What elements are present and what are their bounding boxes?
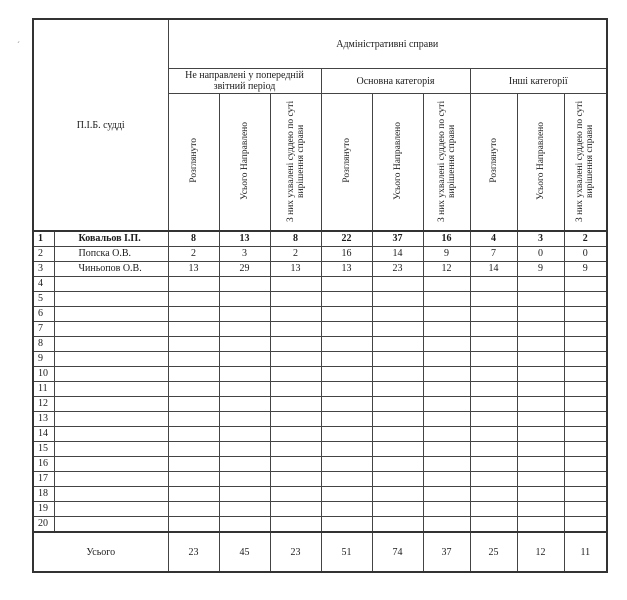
- value-cell: [168, 322, 219, 337]
- row-number: 6: [33, 307, 54, 322]
- judge-name: [54, 292, 168, 307]
- table-row: [33, 277, 607, 292]
- value-cell: [517, 367, 564, 382]
- total-row: [33, 532, 607, 572]
- col-header-label: Усього Направлено: [535, 121, 546, 200]
- value-cell: [470, 412, 517, 427]
- judge-name: [54, 367, 168, 382]
- col-header: [470, 94, 517, 232]
- value-cell: [168, 277, 219, 292]
- value-cell: [470, 277, 517, 292]
- value-cell: [517, 292, 564, 307]
- table-row: [33, 427, 607, 442]
- total-cell: 51: [321, 532, 372, 572]
- table-row: [33, 231, 607, 247]
- value-cell: [423, 457, 470, 472]
- row-number: 1: [33, 231, 54, 247]
- value-cell: 9: [517, 262, 564, 277]
- row-number: 14: [33, 427, 54, 442]
- col-header: [423, 94, 470, 232]
- judge-name: [54, 307, 168, 322]
- value-cell: [219, 397, 270, 412]
- value-cell: [270, 442, 321, 457]
- value-cell: 13: [270, 262, 321, 277]
- group-header-main: Основна категорія: [321, 69, 470, 94]
- value-cell: 16: [423, 231, 470, 247]
- value-cell: [372, 487, 423, 502]
- row-number: 8: [33, 337, 54, 352]
- value-cell: [321, 322, 372, 337]
- value-cell: [168, 427, 219, 442]
- value-cell: [321, 337, 372, 352]
- table-row: [33, 397, 607, 412]
- value-cell: [321, 397, 372, 412]
- value-cell: 9: [423, 247, 470, 262]
- total-cell: 25: [470, 532, 517, 572]
- value-cell: [321, 487, 372, 502]
- value-cell: [372, 457, 423, 472]
- value-cell: [168, 307, 219, 322]
- table-row: [33, 487, 607, 502]
- value-cell: [219, 277, 270, 292]
- value-cell: [470, 442, 517, 457]
- value-cell: 3: [219, 247, 270, 262]
- col-header: [270, 94, 321, 232]
- value-cell: [470, 487, 517, 502]
- value-cell: [372, 442, 423, 457]
- value-cell: [423, 517, 470, 533]
- value-cell: 2: [564, 231, 607, 247]
- value-cell: [219, 517, 270, 533]
- value-cell: [219, 502, 270, 517]
- row-number: 12: [33, 397, 54, 412]
- value-cell: [517, 337, 564, 352]
- value-cell: [372, 322, 423, 337]
- value-cell: 23: [372, 262, 423, 277]
- value-cell: [564, 307, 607, 322]
- value-cell: [270, 472, 321, 487]
- value-cell: [517, 472, 564, 487]
- value-cell: [372, 472, 423, 487]
- judge-name: [54, 412, 168, 427]
- col-header-label: Усього Направлено: [392, 121, 403, 200]
- value-cell: [270, 277, 321, 292]
- value-cell: [470, 292, 517, 307]
- value-cell: [372, 412, 423, 427]
- value-cell: [517, 412, 564, 427]
- value-cell: [219, 442, 270, 457]
- value-cell: [270, 322, 321, 337]
- total-cell: 12: [517, 532, 564, 572]
- value-cell: [470, 307, 517, 322]
- value-cell: [219, 487, 270, 502]
- col-header: [168, 94, 219, 232]
- value-cell: [423, 442, 470, 457]
- value-cell: [517, 487, 564, 502]
- value-cell: [168, 502, 219, 517]
- total-label: Усього: [33, 532, 168, 572]
- value-cell: [270, 412, 321, 427]
- judge-name: [54, 397, 168, 412]
- value-cell: [564, 337, 607, 352]
- value-cell: [270, 487, 321, 502]
- value-cell: 37: [372, 231, 423, 247]
- col-header: [321, 94, 372, 232]
- value-cell: [321, 517, 372, 533]
- value-cell: [321, 277, 372, 292]
- value-cell: [564, 487, 607, 502]
- judge-name: Попска О.В.: [54, 247, 168, 262]
- value-cell: [168, 337, 219, 352]
- value-cell: [423, 412, 470, 427]
- col-header-label: Розглянуто: [341, 138, 352, 183]
- value-cell: [517, 322, 564, 337]
- value-cell: [470, 397, 517, 412]
- table-row: [33, 502, 607, 517]
- value-cell: [470, 352, 517, 367]
- value-cell: [517, 277, 564, 292]
- value-cell: [321, 382, 372, 397]
- table-row: [33, 472, 607, 487]
- row-number: 20: [33, 517, 54, 533]
- table-row: [33, 382, 607, 397]
- value-cell: 13: [219, 231, 270, 247]
- total-cell: 23: [270, 532, 321, 572]
- value-cell: [168, 352, 219, 367]
- value-cell: 13: [321, 262, 372, 277]
- judge-name-header: П.І.Б. судді: [33, 19, 168, 231]
- value-cell: [372, 307, 423, 322]
- value-cell: [564, 412, 607, 427]
- col-header: [372, 94, 423, 232]
- value-cell: [168, 487, 219, 502]
- value-cell: [470, 367, 517, 382]
- value-cell: [564, 457, 607, 472]
- value-cell: [270, 352, 321, 367]
- row-number: 2: [33, 247, 54, 262]
- judges-cases-table: [32, 18, 608, 573]
- value-cell: [423, 307, 470, 322]
- value-cell: [270, 397, 321, 412]
- row-number: 17: [33, 472, 54, 487]
- judge-name: [54, 352, 168, 367]
- value-cell: 8: [270, 231, 321, 247]
- value-cell: [372, 502, 423, 517]
- value-cell: [321, 442, 372, 457]
- value-cell: 9: [564, 262, 607, 277]
- judge-name: [54, 322, 168, 337]
- value-cell: [423, 382, 470, 397]
- value-cell: [517, 442, 564, 457]
- value-cell: [423, 292, 470, 307]
- value-cell: [423, 337, 470, 352]
- value-cell: 16: [321, 247, 372, 262]
- value-cell: [168, 472, 219, 487]
- table-row: [33, 262, 607, 277]
- col-header: [564, 94, 607, 232]
- value-cell: [470, 502, 517, 517]
- value-cell: 12: [423, 262, 470, 277]
- value-cell: [372, 427, 423, 442]
- value-cell: [564, 472, 607, 487]
- value-cell: [564, 352, 607, 367]
- value-cell: [517, 517, 564, 533]
- value-cell: 8: [168, 231, 219, 247]
- value-cell: [372, 292, 423, 307]
- value-cell: [517, 427, 564, 442]
- judge-name: [54, 487, 168, 502]
- value-cell: [372, 337, 423, 352]
- table-row: [33, 337, 607, 352]
- admin-cases-header: Адміністративні справи: [168, 19, 607, 69]
- value-cell: 3: [517, 231, 564, 247]
- value-cell: 29: [219, 262, 270, 277]
- value-cell: [423, 427, 470, 442]
- value-cell: [517, 457, 564, 472]
- value-cell: [423, 487, 470, 502]
- value-cell: [470, 322, 517, 337]
- value-cell: [270, 457, 321, 472]
- col-header: [517, 94, 564, 232]
- col-header-label: Розглянуто: [488, 138, 499, 183]
- value-cell: [321, 412, 372, 427]
- judge-name: [54, 427, 168, 442]
- group-header-previous: Не направлені у попередній звітний період: [168, 69, 321, 94]
- value-cell: 4: [470, 231, 517, 247]
- value-cell: [423, 472, 470, 487]
- table-row: [33, 307, 607, 322]
- table-row: [33, 457, 607, 472]
- value-cell: [517, 352, 564, 367]
- table-row: [33, 517, 607, 533]
- table-row: [33, 322, 607, 337]
- table-row: [33, 292, 607, 307]
- value-cell: [219, 337, 270, 352]
- row-number: 11: [33, 382, 54, 397]
- judge-name: [54, 472, 168, 487]
- table-row: [33, 367, 607, 382]
- col-header-label: З них ухвалені суддею по суті вирішення справи: [436, 99, 457, 222]
- value-cell: [168, 442, 219, 457]
- value-cell: [321, 457, 372, 472]
- value-cell: [219, 472, 270, 487]
- row-number: 5: [33, 292, 54, 307]
- value-cell: [321, 352, 372, 367]
- value-cell: 13: [168, 262, 219, 277]
- value-cell: [219, 382, 270, 397]
- value-cell: [321, 367, 372, 382]
- value-cell: [219, 427, 270, 442]
- col-header-label: Розглянуто: [188, 138, 199, 183]
- judge-name: [54, 442, 168, 457]
- table-row: [33, 442, 607, 457]
- judge-name: [54, 382, 168, 397]
- value-cell: [470, 457, 517, 472]
- value-cell: [564, 367, 607, 382]
- value-cell: [372, 277, 423, 292]
- value-cell: [564, 322, 607, 337]
- total-cell: 23: [168, 532, 219, 572]
- value-cell: [564, 442, 607, 457]
- value-cell: [321, 292, 372, 307]
- judge-name: Ковальов І.П.: [54, 231, 168, 247]
- value-cell: [219, 457, 270, 472]
- value-cell: [423, 277, 470, 292]
- value-cell: [219, 412, 270, 427]
- table-row: [33, 247, 607, 262]
- value-cell: [219, 292, 270, 307]
- value-cell: [270, 502, 321, 517]
- value-cell: [168, 292, 219, 307]
- value-cell: [470, 337, 517, 352]
- value-cell: [270, 337, 321, 352]
- value-cell: [470, 517, 517, 533]
- value-cell: [270, 517, 321, 533]
- value-cell: 2: [168, 247, 219, 262]
- value-cell: 14: [372, 247, 423, 262]
- row-number: 4: [33, 277, 54, 292]
- value-cell: [470, 382, 517, 397]
- value-cell: [564, 517, 607, 533]
- col-header-label: Усього Направлено: [239, 121, 250, 200]
- value-cell: [321, 427, 372, 442]
- table-row: [33, 352, 607, 367]
- judge-name: [54, 277, 168, 292]
- value-cell: [517, 502, 564, 517]
- judge-name: [54, 457, 168, 472]
- value-cell: [168, 457, 219, 472]
- col-header-label: З них ухвалені суддею по суті вирішення справи: [575, 99, 596, 222]
- judge-name: Чиньопов О.В.: [54, 262, 168, 277]
- value-cell: [564, 502, 607, 517]
- value-cell: 7: [470, 247, 517, 262]
- value-cell: [423, 397, 470, 412]
- value-cell: [372, 397, 423, 412]
- value-cell: [270, 292, 321, 307]
- row-number: 16: [33, 457, 54, 472]
- value-cell: [219, 352, 270, 367]
- value-cell: [270, 427, 321, 442]
- total-cell: 37: [423, 532, 470, 572]
- value-cell: [321, 307, 372, 322]
- value-cell: 0: [517, 247, 564, 262]
- value-cell: [372, 382, 423, 397]
- value-cell: [321, 502, 372, 517]
- value-cell: [470, 427, 517, 442]
- row-number: 10: [33, 367, 54, 382]
- row-number: 18: [33, 487, 54, 502]
- value-cell: 14: [470, 262, 517, 277]
- value-cell: [517, 382, 564, 397]
- value-cell: [470, 472, 517, 487]
- judge-name: [54, 502, 168, 517]
- value-cell: [564, 382, 607, 397]
- value-cell: [219, 322, 270, 337]
- value-cell: [168, 412, 219, 427]
- table-row: [33, 412, 607, 427]
- judge-name: [54, 517, 168, 533]
- value-cell: [564, 427, 607, 442]
- row-number: 7: [33, 322, 54, 337]
- value-cell: [517, 307, 564, 322]
- value-cell: [270, 307, 321, 322]
- row-number: 9: [33, 352, 54, 367]
- value-cell: [423, 367, 470, 382]
- row-number: 3: [33, 262, 54, 277]
- value-cell: [372, 352, 423, 367]
- value-cell: [219, 367, 270, 382]
- value-cell: [270, 382, 321, 397]
- value-cell: [564, 397, 607, 412]
- value-cell: [517, 397, 564, 412]
- value-cell: [219, 307, 270, 322]
- row-number: 15: [33, 442, 54, 457]
- col-header-label: З них ухвалені суддею по суті вирішення справи: [285, 99, 306, 222]
- total-cell: 11: [564, 532, 607, 572]
- row-number: 13: [33, 412, 54, 427]
- value-cell: [564, 277, 607, 292]
- value-cell: 2: [270, 247, 321, 262]
- value-cell: [168, 382, 219, 397]
- value-cell: [564, 292, 607, 307]
- value-cell: [423, 352, 470, 367]
- value-cell: 22: [321, 231, 372, 247]
- value-cell: [321, 472, 372, 487]
- value-cell: [423, 502, 470, 517]
- judge-name: [54, 337, 168, 352]
- value-cell: [372, 367, 423, 382]
- value-cell: [423, 322, 470, 337]
- row-number: 19: [33, 502, 54, 517]
- value-cell: [372, 517, 423, 533]
- value-cell: [168, 517, 219, 533]
- group-header-other: Інші категорії: [470, 69, 607, 94]
- stray-mark: ´: [17, 40, 20, 50]
- col-header: [219, 94, 270, 232]
- value-cell: [168, 367, 219, 382]
- value-cell: 0: [564, 247, 607, 262]
- total-cell: 45: [219, 532, 270, 572]
- value-cell: [168, 397, 219, 412]
- total-cell: 74: [372, 532, 423, 572]
- value-cell: [270, 367, 321, 382]
